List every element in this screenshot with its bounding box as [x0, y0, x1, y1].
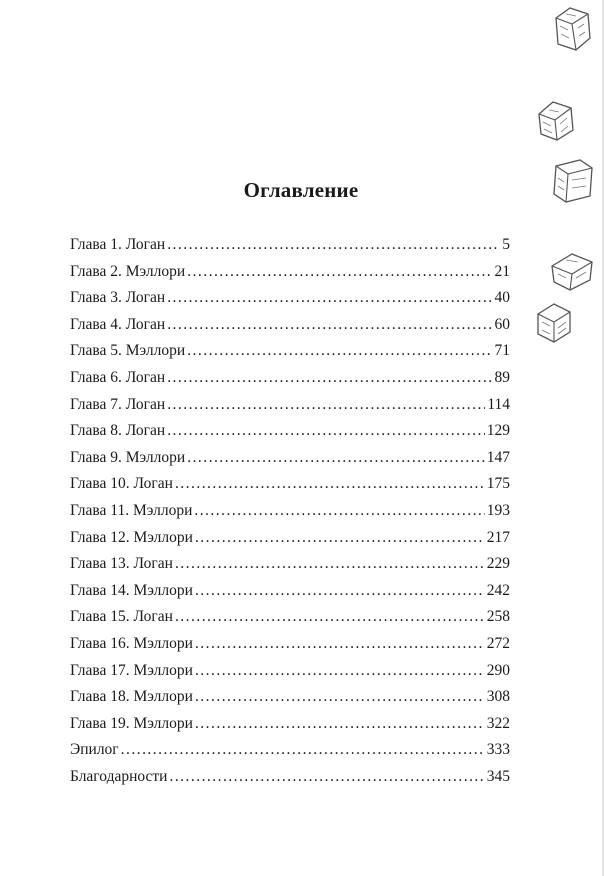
toc-entry-label: Глава 17. Мэллори	[70, 661, 193, 679]
toc-entry-label: Глава 9. Мэллори	[70, 448, 186, 466]
toc-entry-page: 60	[494, 315, 510, 333]
toc-entry-label: Эпилог	[70, 741, 119, 759]
toc-entry-label: Глава 15. Логан	[70, 608, 173, 626]
leader-dots	[195, 529, 485, 547]
toc-entry-page: 290	[486, 661, 510, 679]
ice-cube-icon	[548, 4, 594, 54]
toc-entry-label: Глава 11. Мэллори	[70, 501, 193, 519]
toc-entry[interactable]	[70, 608, 510, 635]
leader-dots	[167, 369, 492, 387]
toc-entry-page: 345	[486, 767, 510, 785]
toc-entry-page: 308	[486, 688, 510, 706]
toc-entry[interactable]	[70, 741, 510, 768]
toc-entry-label: Глава 12. Мэллори	[70, 528, 193, 546]
toc-entry-page: 40	[494, 289, 510, 307]
toc-entry-label: Глава 3. Логан	[70, 289, 166, 307]
leader-dots	[195, 715, 485, 733]
toc-entry-page: 129	[486, 422, 510, 440]
leader-dots	[167, 422, 485, 440]
toc-entry-page: 229	[486, 555, 510, 573]
toc-entry-label: Глава 7. Логан	[70, 395, 166, 413]
toc-entry-label: Глава 4. Логан	[70, 315, 166, 333]
leader-dots	[167, 396, 485, 414]
leader-dots	[121, 741, 485, 759]
leader-dots	[175, 475, 485, 493]
toc-entry[interactable]	[70, 555, 510, 582]
toc-entry[interactable]	[70, 502, 510, 529]
leader-dots	[167, 316, 492, 334]
toc-entry-label: Глава 16. Мэллори	[70, 634, 193, 652]
leader-dots	[195, 635, 485, 653]
ice-cube-icon	[532, 300, 576, 346]
toc-entry-page: 89	[494, 368, 510, 386]
toc-entry-page: 193	[486, 501, 510, 519]
toc-entry[interactable]	[70, 529, 510, 556]
toc-entry-label: Глава 8. Логан	[70, 422, 166, 440]
leader-dots	[175, 555, 485, 573]
toc-entry-label: Глава 2. Мэллори	[70, 262, 186, 280]
leader-dots	[167, 236, 500, 254]
toc-entry-page: 242	[486, 581, 510, 599]
leader-dots	[187, 342, 492, 360]
leader-dots	[195, 662, 485, 680]
toc-entry[interactable]	[70, 715, 510, 742]
leader-dots	[167, 289, 492, 307]
toc-entry-page: 114	[487, 395, 510, 413]
toc-entry-label: Глава 5. Мэллори	[70, 342, 186, 360]
toc-entry-page: 175	[486, 475, 510, 493]
leader-dots	[187, 449, 485, 467]
leader-dots	[175, 608, 485, 626]
leader-dots	[194, 502, 484, 520]
toc-entry-label: Глава 18. Мэллори	[70, 688, 193, 706]
toc-entry-page: 21	[494, 262, 510, 280]
toc-entry[interactable]	[70, 316, 510, 343]
toc-entry[interactable]	[70, 369, 510, 396]
toc-entry-page: 333	[486, 741, 510, 759]
toc-entry-page: 258	[486, 608, 510, 626]
toc-entry[interactable]	[70, 289, 510, 316]
ice-cube-icon	[548, 248, 596, 294]
table-of-contents	[70, 236, 510, 794]
toc-entry-page: 217	[486, 528, 510, 546]
toc-entry[interactable]	[70, 449, 510, 476]
toc-entry-page: 147	[486, 448, 510, 466]
toc-entry[interactable]	[70, 396, 510, 423]
toc-entry-page: 272	[486, 634, 510, 652]
toc-entry-label: Глава 13. Логан	[70, 555, 173, 573]
toc-entry[interactable]	[70, 236, 510, 263]
toc-entry[interactable]	[70, 768, 510, 795]
toc-entry[interactable]	[70, 475, 510, 502]
leader-dots	[195, 582, 485, 600]
toc-entry[interactable]	[70, 635, 510, 662]
toc-entry[interactable]	[70, 582, 510, 609]
toc-entry[interactable]	[70, 422, 510, 449]
toc-entry-page: 322	[486, 714, 510, 732]
ice-cube-icon	[533, 96, 579, 144]
leader-dots	[195, 688, 485, 706]
toc-entry-label: Глава 10. Логан	[70, 475, 173, 493]
toc-entry-page: 71	[494, 342, 510, 360]
leader-dots	[187, 263, 492, 281]
toc-entry-label: Глава 6. Логан	[70, 368, 166, 386]
toc-entry-page: 5	[502, 236, 510, 253]
toc-entry-label: Глава 14. Мэллори	[70, 581, 193, 599]
toc-entry-label: Глава 1. Логан	[70, 236, 166, 253]
toc-title: Оглавление	[243, 178, 359, 202]
toc-entry-label: Глава 19. Мэллори	[70, 714, 193, 732]
leader-dots	[169, 768, 484, 786]
toc-entry[interactable]	[70, 688, 510, 715]
toc-entry-label: Благодарности	[70, 767, 168, 785]
toc-entry[interactable]	[70, 342, 510, 369]
toc-entry[interactable]	[70, 263, 510, 290]
toc-entry[interactable]	[70, 662, 510, 689]
